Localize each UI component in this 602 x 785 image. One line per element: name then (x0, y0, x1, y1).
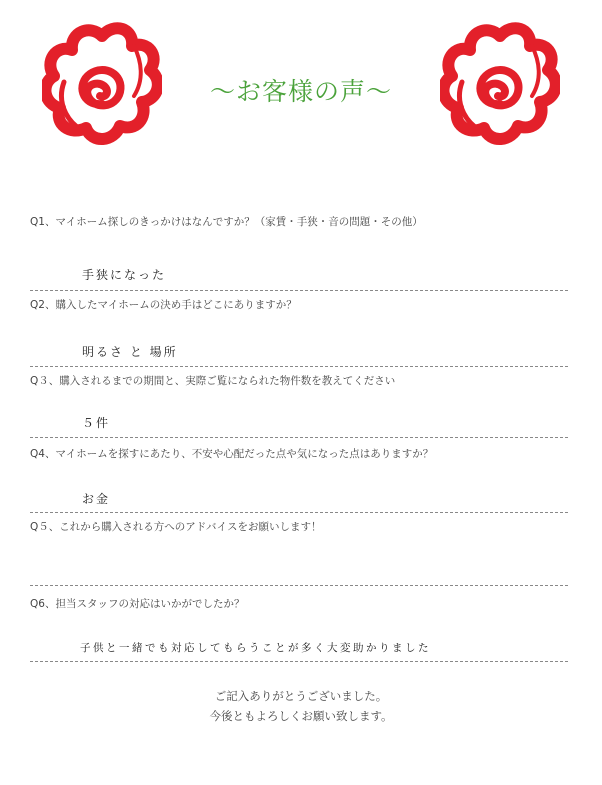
page-title: ～お客様の声～ (209, 77, 392, 106)
question-3: Q３、購入されるまでの期間と、実際ご覧になられた物件数を教えてください (30, 375, 396, 387)
question-6: Q6、担当スタッフの対応はいかがでしたか？ (30, 598, 245, 610)
answer-line (30, 661, 568, 662)
closing-thanks: ご記入ありがとうございました。 (214, 689, 388, 703)
answer-6: 子供と一緒でも対応してもらうことが多く大変助かりました (80, 642, 431, 654)
answer-line (30, 366, 568, 367)
question-4: Q4、マイホームを探すにあたり、不安や心配だった点や気になった点はありますか？ (30, 448, 434, 460)
answer-1: 手狭になった (82, 268, 167, 282)
answer-2: 明るさ と 場所 (82, 345, 178, 359)
answer-line (30, 585, 568, 586)
answer-line (30, 512, 568, 513)
question-5: Q５、これから購入される方へのアドバイスをお願いします！ (30, 521, 322, 533)
answer-4: お金 (82, 492, 111, 506)
question-2: Q2、購入したマイホームの決め手はどこにありますか？ (30, 299, 297, 311)
answer-line (30, 437, 568, 438)
closing-regards: 今後ともよろしくお願い致します。 (209, 709, 393, 723)
question-1: Q1、マイホーム探しのきっかけはなんですか？（家賃・手狭・音の問題・その他） (30, 216, 423, 228)
answer-3: ５件 (82, 416, 111, 430)
answer-line (30, 290, 568, 291)
